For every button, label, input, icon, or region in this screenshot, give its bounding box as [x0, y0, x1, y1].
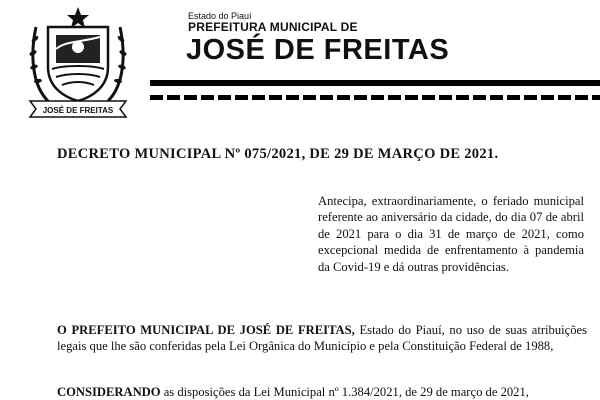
considerando-lead: CONSIDERANDO [57, 385, 161, 399]
decree-preamble [57, 322, 587, 355]
prefeitura-label: PREFEITURA MUNICIPAL DE [188, 20, 358, 34]
header-rule-dashed [150, 95, 600, 100]
preamble-text: Estado do Piauí, no uso de suas atribuições legais que lhe são conferidas pela Lei Orgânica do Município e pela Constituição Federal de 1988, [57, 323, 587, 354]
header-rule-solid [150, 80, 600, 86]
city-name: JOSÉ DE FREITAS [186, 34, 450, 66]
crest-banner-text: JOSÉ DE FREITAS [42, 106, 114, 115]
preamble-lead: O PREFEITO MUNICIPAL DE JOSÉ DE FREITAS, [57, 323, 355, 337]
decree-title: DECRETO MUNICIPAL Nº 075/2021, DE 29 DE MARÇO DE 2021. [57, 146, 499, 162]
decree-ementa: Antecipa, extraordinariamente, o feriado municipal referente ao aniversário da cidade, do dia 07 de abril de 2021 para o dia 31 de março de 2021, como excepcional medida de enfrentamento à pandemia da Covid-19 e dá outras providências. [318, 194, 584, 274]
state-name: Estado do Piauí [188, 11, 252, 21]
considerando-clause [57, 384, 597, 400]
municipal-crest-icon [26, 5, 130, 119]
considerando-text: as disposições da Lei Municipal nº 1.384/2021, de 29 de março de 2021, [160, 385, 529, 399]
